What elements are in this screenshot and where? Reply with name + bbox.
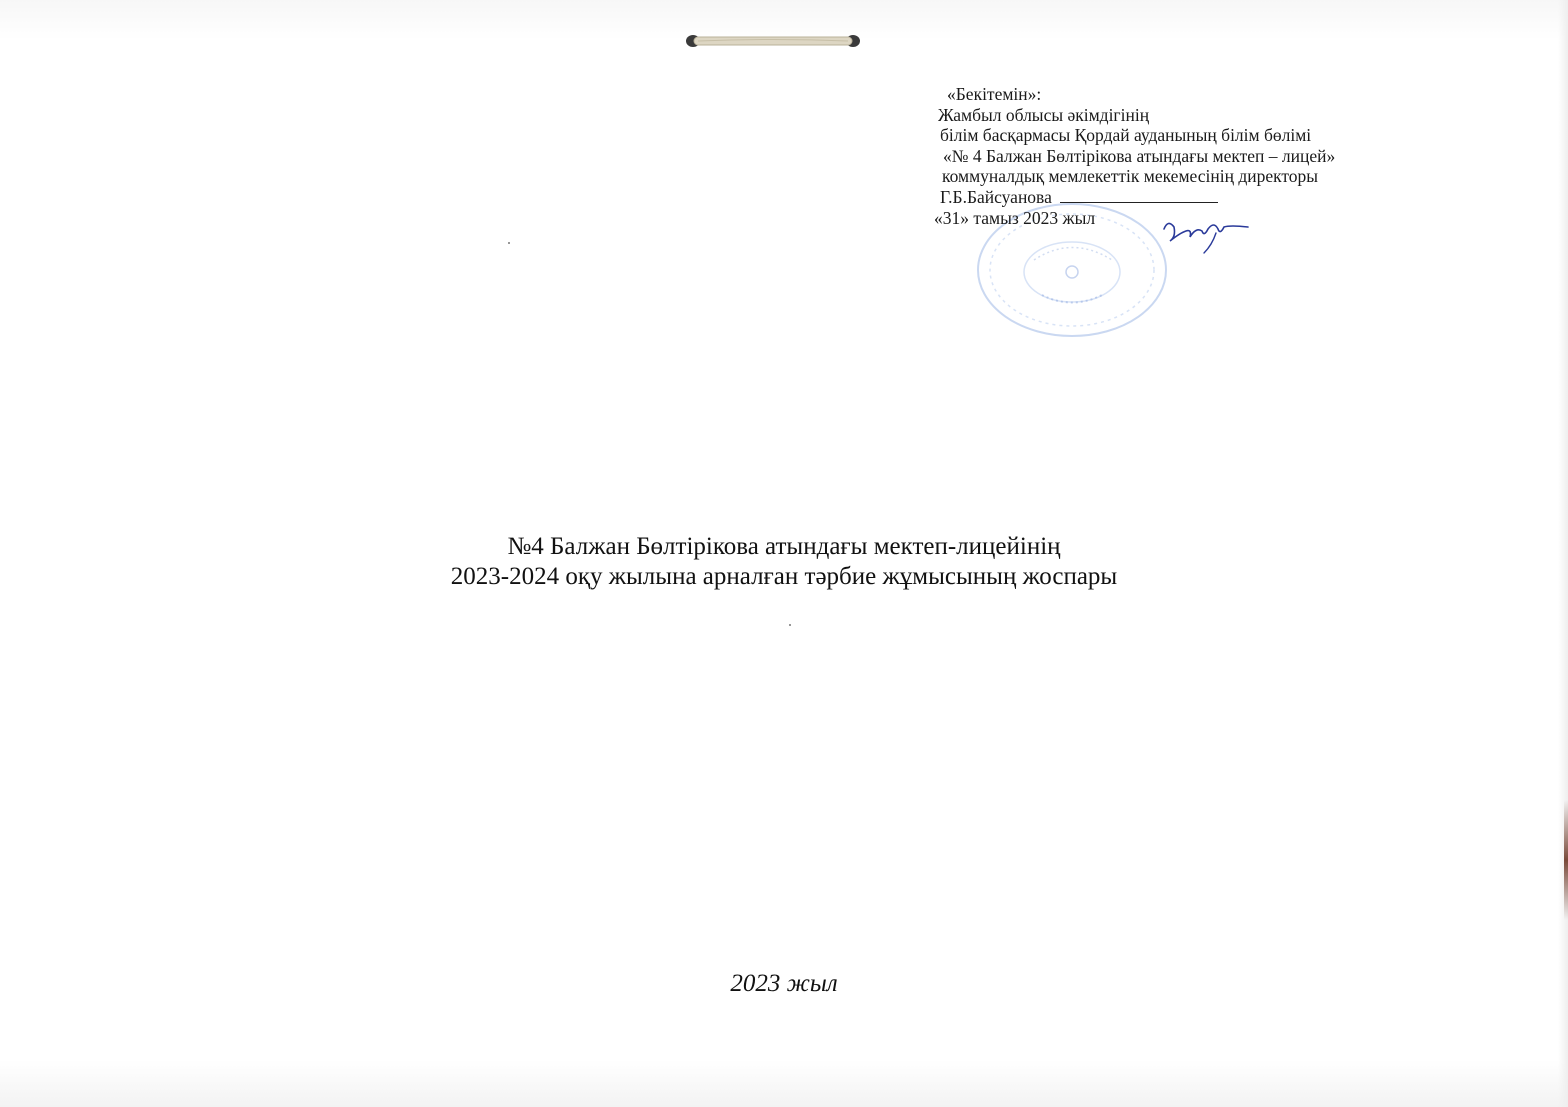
paper-speck xyxy=(789,624,791,626)
binding-string xyxy=(684,34,862,48)
document-year: 2023 жыл xyxy=(730,970,838,997)
approval-date: «31» тамыз 2023 жыл xyxy=(934,207,1096,228)
document-title xyxy=(0,532,1568,592)
title-line-school: №4 Балжан Бөлтірікова атындағы мектеп-лицейінің xyxy=(507,533,1061,560)
approval-line-school: «№ 4 Балжан Бөлтірікова атындағы мектеп – лицей» xyxy=(943,145,1336,166)
approval-line-institution: коммуналдық мемлекеттік мекемесінің директоры xyxy=(942,166,1319,187)
approval-heading: «Бекітемін»: xyxy=(947,84,1042,104)
paper-speck xyxy=(508,242,510,244)
director-signature xyxy=(1158,215,1250,257)
director-signature-line xyxy=(930,187,1490,208)
approval-block xyxy=(930,84,1490,228)
paper-edge-shadow xyxy=(1564,800,1568,920)
paper-edge xyxy=(1558,0,1568,1107)
director-name: Г.Б.Байсуанова xyxy=(940,186,1052,207)
signature-underline xyxy=(1060,202,1218,203)
approval-line-department: білім басқармасы Қордай ауданының білім бөлімі xyxy=(940,125,1312,146)
approval-line-akimat: Жамбыл облысы әкімдігінің xyxy=(938,104,1150,125)
title-line-plan: 2023-2024 оқу жылына арналған тәрбие жұмысының жоспары xyxy=(450,563,1118,590)
